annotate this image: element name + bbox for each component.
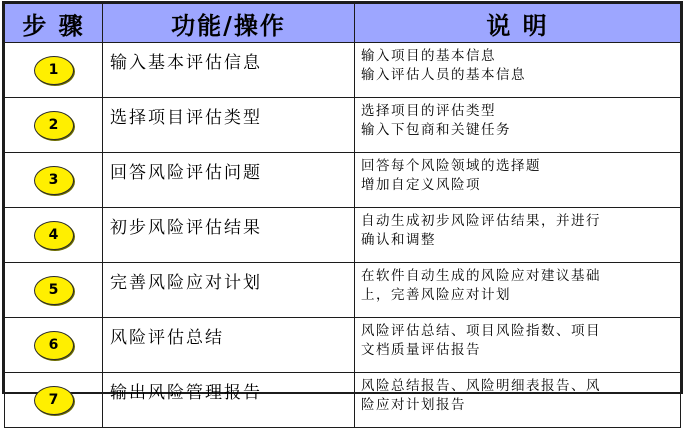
description-cell	[355, 318, 681, 373]
table-row	[5, 153, 681, 208]
table-header	[5, 4, 681, 43]
step-number-badge: 2	[34, 111, 74, 140]
step-number-badge: 4	[34, 221, 74, 250]
description-cell	[355, 263, 681, 318]
table-row	[5, 43, 681, 98]
description-line: 输入评估人员的基本信息	[361, 67, 526, 83]
step-number-badge: 7	[34, 386, 74, 415]
header-row	[5, 4, 681, 43]
header-function: 功能/操作	[103, 4, 355, 43]
function-cell: 输入基本评估信息	[103, 43, 355, 98]
process-steps-table	[2, 1, 683, 413]
description-cell	[355, 208, 681, 263]
step-cell	[5, 263, 103, 318]
description-line: 回答每个风险领域的选择题	[361, 158, 541, 174]
function-cell: 完善风险应对计划	[103, 263, 355, 318]
description-line: 确认和调整	[361, 232, 436, 248]
table-row	[5, 318, 681, 373]
header-step: 步 骤	[5, 4, 103, 43]
description-cell	[355, 98, 681, 153]
description-cell	[355, 153, 681, 208]
step-number-badge: 1	[34, 56, 74, 85]
description-line: 文档质量评估报告	[361, 342, 481, 358]
function-cell: 回答风险评估问题	[103, 153, 355, 208]
step-number-badge: 5	[34, 276, 74, 305]
step-cell	[5, 43, 103, 98]
step-cell	[5, 98, 103, 153]
description-line: 上，完善风险应对计划	[361, 287, 511, 303]
description-line: 自动生成初步风险评估结果，并进行	[361, 213, 601, 229]
step-cell	[5, 153, 103, 208]
description-line: 风险评估总结、项目风险指数、项目	[361, 323, 601, 339]
function-cell: 风险评估总结	[103, 318, 355, 373]
function-cell: 初步风险评估结果	[103, 208, 355, 263]
step-number-badge: 3	[34, 166, 74, 195]
table-row	[5, 373, 681, 428]
table-body	[5, 43, 681, 428]
step-cell	[5, 373, 103, 428]
function-cell: 选择项目评估类型	[103, 98, 355, 153]
description-line: 在软件自动生成的风险应对建议基础	[361, 268, 601, 284]
description-line: 选择项目的评估类型	[361, 103, 496, 119]
table-row	[5, 98, 681, 153]
table-row	[5, 208, 681, 263]
step-cell	[5, 318, 103, 373]
description-line: 险应对计划报告	[361, 397, 466, 413]
description-line: 风险总结报告、风险明细表报告、风	[361, 378, 601, 394]
description-cell	[355, 373, 681, 428]
description-line: 增加自定义风险项	[361, 177, 481, 193]
steps-table	[4, 3, 681, 428]
step-cell	[5, 208, 103, 263]
function-cell: 输出风险管理报告	[103, 373, 355, 428]
header-description: 说 明	[355, 4, 681, 43]
description-line: 输入项目的基本信息	[361, 48, 496, 64]
description-cell	[355, 43, 681, 98]
step-number-badge: 6	[34, 331, 74, 360]
description-line: 输入下包商和关键任务	[361, 122, 511, 138]
table-row	[5, 263, 681, 318]
